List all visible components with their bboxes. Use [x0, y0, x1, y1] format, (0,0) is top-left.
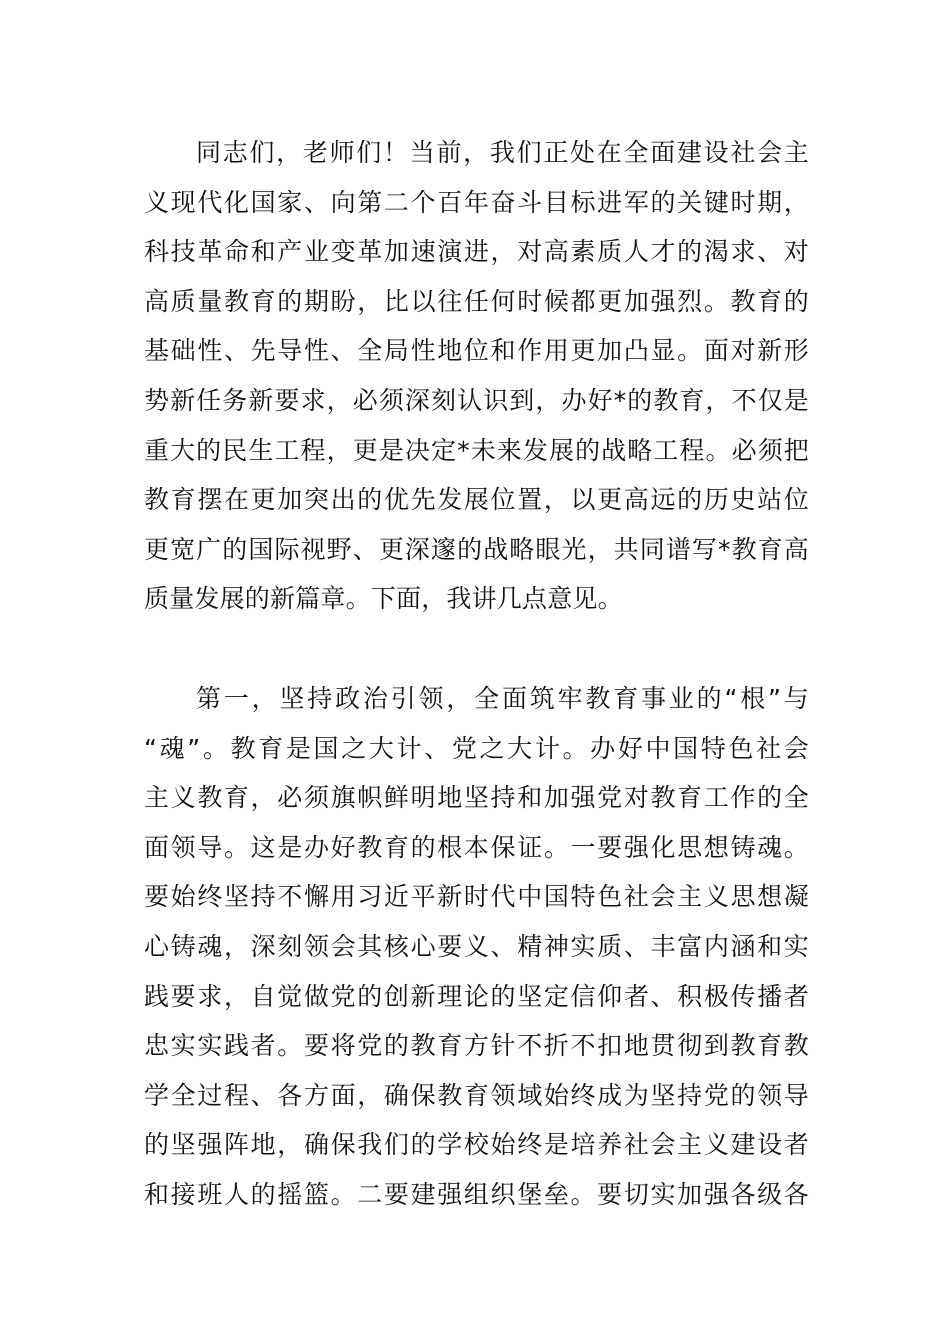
paragraph-line: 义现代化国家、向第二个百年奋斗目标进军的关键时期， [144, 187, 809, 217]
paragraph-line: 心铸魂，深刻领会其核心要义、精神实质、丰富内涵和实 [144, 931, 809, 961]
paragraph-line: 同志们，老师们！当前，我们正处在全面建设社会主 [196, 138, 809, 167]
paragraph-line: 重大的民生工程，更是决定*未来发展的战略工程。必须把 [144, 435, 809, 465]
paragraph-opening [144, 128, 809, 624]
paragraph-line: 教育摆在更加突出的优先发展位置，以更高远的历史站位 [144, 485, 809, 515]
paragraph-line: 面领导。这是办好教育的根本保证。一要强化思想铸魂。 [144, 832, 809, 862]
paragraph-line: 要始终坚持不懈用习近平新时代中国特色社会主义思想凝 [144, 882, 809, 912]
paragraph-line: 的坚强阵地，确保我们的学校始终是培养社会主义建设者 [144, 1130, 809, 1160]
paragraph-line: 践要求，自觉做党的创新理论的坚定信仰者、积极传播者 [144, 981, 809, 1011]
paragraph-line: 主义教育，必须旗帜鲜明地坚持和加强党对教育工作的全 [144, 783, 809, 813]
paragraph-line: “魂”。教育是国之大计、党之大计。办好中国特色社会 [144, 733, 809, 763]
paragraph-first-point [144, 674, 809, 1220]
paragraph-line: 科技革命和产业变革加速演进，对高素质人才的渴求、对 [144, 237, 809, 267]
paragraph-line: 第一，坚持政治引领，全面筑牢教育事业的“根”与 [196, 684, 809, 713]
paragraph-line: 更宽广的国际视野、更深邃的战略眼光，共同谱写*教育高 [144, 534, 809, 564]
paragraph-line: 基础性、先导性、全局性地位和作用更加凸显。面对新形 [144, 336, 809, 366]
paragraph-line: 势新任务新要求，必须深刻认识到，办好*的教育，不仅是 [144, 385, 809, 415]
paragraph-line: 忠实实践者。要将党的教育方针不折不扣地贯彻到教育教 [144, 1031, 809, 1061]
paragraph-line: 学全过程、各方面，确保教育领域始终成为坚持党的领导 [144, 1080, 809, 1110]
paragraph-line: 高质量教育的期盼，比以往任何时候都更加强烈。教育的 [144, 286, 809, 316]
paragraph-line: 和接班人的摇篮。二要建强组织堡垒。要切实加强各级各 [144, 1179, 809, 1209]
paragraph-line: 质量发展的新篇章。下面，我讲几点意见。 [144, 584, 623, 614]
